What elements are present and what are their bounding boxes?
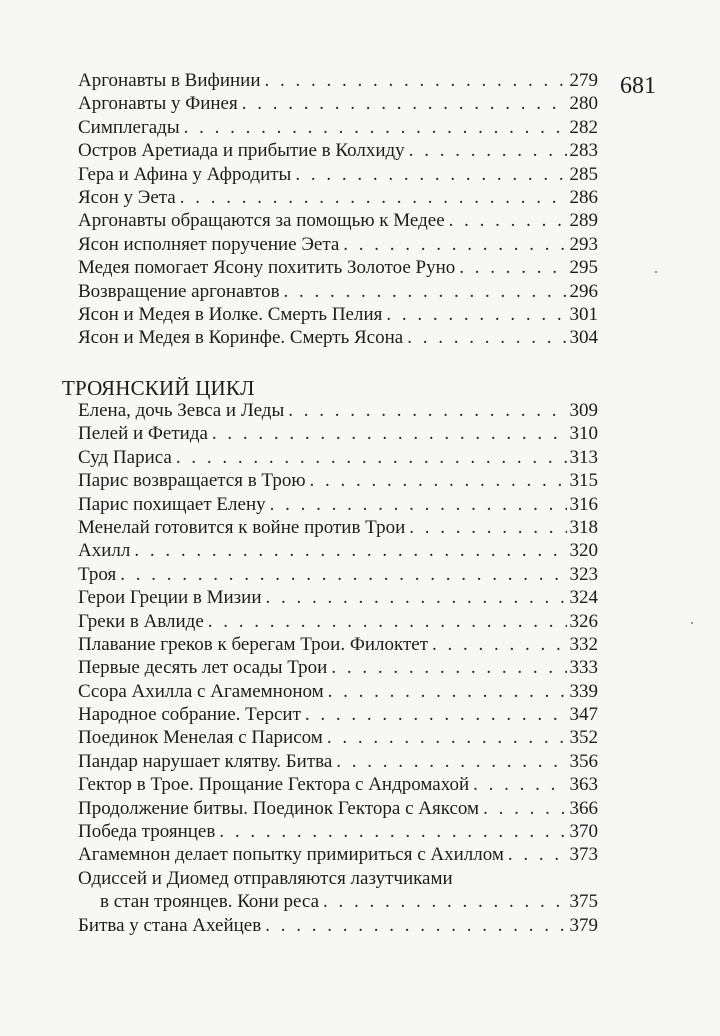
dot-leader	[180, 186, 567, 209]
toc-entry-page: 295	[569, 257, 598, 279]
toc-entry	[78, 139, 598, 162]
dot-leader	[336, 750, 566, 773]
toc-entry	[78, 69, 598, 92]
toc-entry-page: 315	[569, 470, 598, 492]
toc-entry-page: 301	[569, 303, 598, 325]
toc-entry	[78, 726, 598, 749]
dot-leader	[288, 399, 566, 422]
toc-entry-title: Агамемнон делает попытку примириться с Ахиллом	[78, 844, 504, 866]
toc-entry-title: Троя	[78, 563, 117, 585]
toc-entry-title: Ссора Ахилла с Агамемноном	[78, 680, 324, 702]
toc-entry-page: 363	[569, 774, 598, 796]
toc-entry-title: Медея помогает Ясону похитить Золотое Руно	[78, 257, 456, 279]
toc-entry	[78, 539, 598, 562]
dot-leader	[459, 256, 566, 279]
dot-leader	[242, 92, 567, 115]
dot-leader	[407, 326, 566, 349]
toc-entry-title: Битва у стана Ахейцев	[78, 914, 262, 936]
toc-entry	[78, 493, 598, 516]
toc-entry	[78, 586, 598, 609]
toc-entry-page: 323	[569, 563, 598, 585]
toc-entry-title: Ясон исполняет поручение Эета	[78, 233, 340, 255]
toc-entry	[78, 326, 598, 349]
toc-entry-title: Герои Греции в Мизии	[78, 587, 262, 609]
toc-entry-title: Пелей и Фетида	[78, 423, 208, 445]
toc-entry-title: Плавание греков к берегам Трои. Филоктет	[78, 633, 429, 655]
dot-leader	[409, 139, 567, 162]
dot-leader	[327, 726, 567, 749]
toc-entry-title: Возвращение аргонавтов	[78, 280, 280, 302]
dot-leader	[449, 209, 567, 232]
toc-entry-page: 379	[569, 914, 598, 936]
toc-entry-page: 285	[569, 163, 598, 185]
toc-entry-title: Парис возвращается в Трою	[78, 470, 306, 492]
dot-leader	[265, 69, 567, 92]
toc-entry	[78, 186, 598, 209]
toc-entry	[78, 820, 598, 843]
toc-entry-title: Ясон у Эета	[78, 186, 176, 208]
toc-entry-title-line1: Одиссей и Диомед отправляются лазутчиками	[78, 867, 453, 889]
toc-entry-page: 326	[569, 610, 598, 632]
toc-entry-page: 375	[569, 891, 598, 913]
toc-entry	[78, 773, 598, 796]
toc-entry-title-line2: в стан троянцев. Кони реса	[100, 891, 320, 913]
dot-leader	[208, 610, 567, 633]
toc-entry-page: 310	[569, 423, 598, 445]
toc-entry-page: 373	[569, 844, 598, 866]
dot-leader	[331, 656, 566, 679]
dot-leader	[284, 280, 567, 303]
toc-entry-title: Остров Аретиада и прибытие в Колхиду	[78, 140, 405, 162]
toc-entry-title: Менелай готовится к войне против Трои	[78, 516, 406, 538]
toc-entry-page: 347	[569, 704, 598, 726]
toc-entry	[78, 914, 598, 937]
toc-entry-page: 283	[569, 140, 598, 162]
toc-entry	[78, 446, 598, 469]
toc-entry-page: 333	[569, 657, 598, 679]
toc-entry	[78, 610, 598, 633]
page-number: 681	[620, 73, 656, 99]
toc-entry	[78, 469, 598, 492]
dot-leader	[266, 586, 567, 609]
toc-entry-title: Суд Париса	[78, 446, 172, 468]
toc-entry-title: Симплегады	[78, 116, 180, 138]
toc-entry	[78, 116, 598, 139]
toc-entry	[78, 422, 598, 445]
toc-entry	[78, 256, 598, 279]
toc-entry	[78, 890, 598, 913]
toc-entry-title: Гектор в Трое. Прощание Гектора с Андромахой	[78, 774, 470, 796]
dot-leader	[120, 563, 566, 586]
dot-leader	[219, 820, 566, 843]
toc-entry	[78, 843, 598, 866]
toc-entry-title: Победа троянцев	[78, 821, 216, 843]
toc-entry-page: 324	[569, 587, 598, 609]
dot-leader	[343, 233, 566, 256]
toc-entry-title: Ясон и Медея в Коринфе. Смерть Ясона	[78, 327, 404, 349]
toc-entry-page: 366	[569, 797, 598, 819]
toc-entry-title: Продолжение битвы. Поединок Гектора с Аяксом	[78, 797, 480, 819]
toc-entry-page: 318	[569, 516, 598, 538]
toc-entry	[78, 163, 598, 186]
dot-leader	[176, 446, 567, 469]
dot-leader	[295, 163, 566, 186]
dot-leader	[265, 914, 566, 937]
toc-entry	[78, 797, 598, 820]
toc-entry-page: 320	[569, 540, 598, 562]
toc-section-trojan-cycle	[78, 399, 598, 937]
toc-entry-page: 332	[569, 633, 598, 655]
toc-entry-page: 282	[569, 116, 598, 138]
toc-entry-page: 296	[569, 280, 598, 302]
dot-leader	[508, 843, 567, 866]
toc-entry	[78, 563, 598, 586]
toc-entry-page: 313	[569, 446, 598, 468]
toc-entry	[78, 233, 598, 256]
toc-entry	[78, 750, 598, 773]
toc-entry-page: 286	[569, 186, 598, 208]
toc-entry	[78, 303, 598, 326]
toc-entry-title: Аргонавты в Вифинии	[78, 70, 261, 91]
toc-entry-page: 293	[569, 233, 598, 255]
toc-entry-page: 370	[569, 821, 598, 843]
dot-leader	[409, 516, 566, 539]
toc-entry	[78, 399, 598, 422]
dot-leader	[483, 797, 566, 820]
dot-leader	[305, 703, 567, 726]
toc-entry	[78, 516, 598, 539]
toc-entry-page: 356	[569, 750, 598, 772]
toc-entry-title: Греки в Авлиде	[78, 610, 204, 632]
toc-entry-page: 304	[569, 327, 598, 349]
toc-entry-page: 280	[569, 93, 598, 115]
toc-entry-title: Гера и Афина у Афродиты	[78, 163, 292, 185]
paper-speck	[691, 622, 693, 624]
dot-leader	[386, 303, 566, 326]
toc-entry-title: Парис похищает Елену	[78, 493, 266, 515]
toc-entry	[78, 656, 598, 679]
toc-entry-page: 279	[569, 70, 598, 91]
toc-entry-page: 309	[569, 400, 598, 421]
toc-entry-page: 352	[569, 727, 598, 749]
toc-entry-title: Ахилл	[78, 540, 131, 562]
toc-entry	[78, 703, 598, 726]
dot-leader	[134, 539, 566, 562]
toc-entry-title: Народное собрание. Терсит	[78, 704, 301, 726]
toc-entry-title: Елена, дочь Зевса и Леды	[78, 400, 285, 421]
dot-leader	[310, 469, 567, 492]
dot-leader	[328, 680, 567, 703]
toc-entry-title: Первые десять лет осады Трои	[78, 657, 328, 679]
toc-entry-title: Аргонавты обращаются за помощью к Медее	[78, 210, 445, 232]
toc-entry-title: Пандар нарушает клятву. Битва	[78, 750, 333, 772]
dot-leader	[270, 493, 567, 516]
toc-entry-title: Аргонавты у Финея	[78, 93, 238, 115]
toc-entry-title: Поединок Менелая с Парисом	[78, 727, 323, 749]
toc-entry	[78, 633, 598, 656]
toc-entry	[78, 92, 598, 115]
toc-entry	[78, 280, 598, 303]
toc-entry	[78, 680, 598, 703]
dot-leader	[323, 890, 566, 913]
toc-entry-page: 289	[569, 210, 598, 232]
dot-leader	[212, 422, 567, 445]
dot-leader	[473, 773, 566, 796]
dot-leader	[432, 633, 566, 656]
section-heading: ТРОЯНСКИЙ ЦИКЛ	[62, 376, 255, 400]
dot-leader	[184, 116, 567, 139]
toc-entry-page: 339	[569, 680, 598, 702]
toc-section-argonauts	[78, 69, 598, 350]
toc-entry-title: Ясон и Медея в Иолке. Смерть Пелия	[78, 303, 383, 325]
paper-speck	[655, 271, 657, 273]
toc-entry-page: 316	[569, 493, 598, 515]
toc-entry	[78, 209, 598, 232]
